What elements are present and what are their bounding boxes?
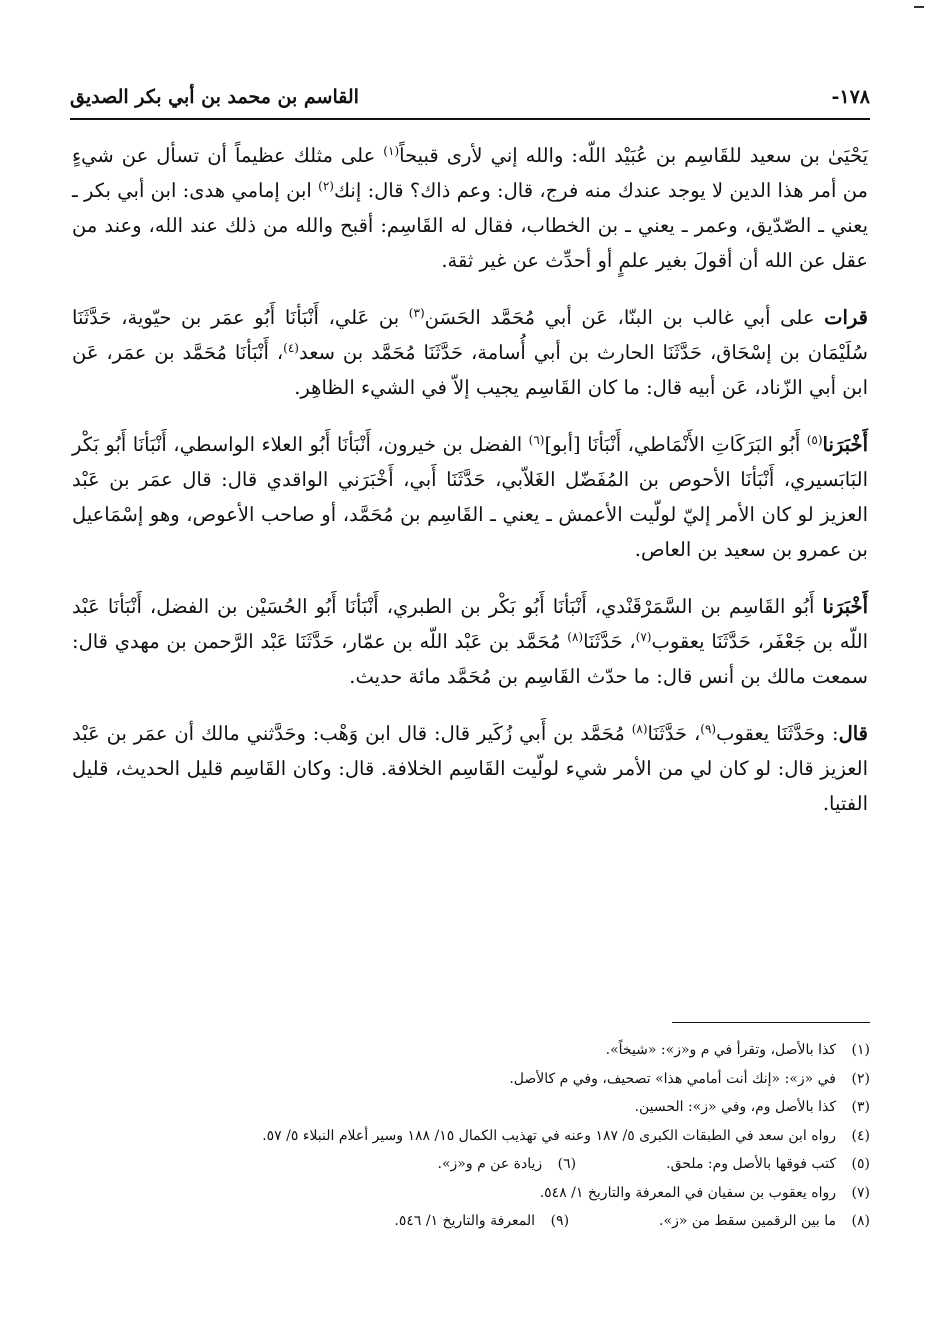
header-rule (70, 118, 870, 120)
text-run: مُحَمَّد بن أَبي زُكَير قال: قال ابن وَهْب: وحَدَّثني مالك أن عمَر بن عَبْد العزيز قال: لو كان لي من الأمر شيء لولّيت القَاسِم الخلافة. قال: وكان القَاسِم قليل الحديث، قليل الفتيا. (72, 722, 868, 815)
footnote: (٥)كتب فوقها بالأصل وم: ملحق. (666, 1156, 870, 1172)
footnote-row (70, 1207, 870, 1236)
footnote: (٢)في «ز»: «إنك أنت أمامي هذا» تصحيف، وفي م كالأصل. (509, 1070, 870, 1087)
footnote-ref: (٢) (318, 179, 334, 193)
running-title: القاسم بن محمد بن أبي بكر الصديق (70, 86, 359, 108)
paragraph-lead: أَخْبَرَنا (822, 433, 869, 456)
paragraph-4 (72, 589, 868, 694)
footnote: (٦)زيادة عن م و«ز». (437, 1156, 577, 1172)
footnote-row (70, 1150, 870, 1179)
page-number: -١٧٨ (831, 86, 870, 108)
footnote: (٧)رواه يعقوب بن سفيان في المعرفة والتاريخ ١/ ٥٤٨. (539, 1184, 870, 1201)
text-run: ، أَنْبَأنَا مُحَمَّد بن عمَر، عَن ابن أبي الزّناد، عَن أبيه قال: ما كان القَاسِم يجيب إلاّ في الشيء الظاهِر. (72, 341, 868, 399)
text-run: يَحْيَىٰ بن سعيد للقَاسِم بن عُبَيْد اللّه: والله إني لأرى قبيحاً (399, 144, 869, 167)
footnote-rule (672, 1022, 870, 1023)
footnote-ref: (٨) (631, 722, 648, 736)
footnote-ref: (٥) (806, 433, 823, 447)
footnotes (70, 1036, 870, 1236)
scan-mark (914, 6, 924, 8)
footnote: (٨)ما بين الرقمين سقط من «ز». (659, 1213, 870, 1229)
paragraph-lead: أَخْبَرَنا (822, 595, 868, 618)
main-text (72, 138, 868, 843)
paragraph-5 (72, 716, 868, 821)
paragraph-2 (72, 300, 868, 405)
footnote: (٤)رواه ابن سعد في الطبقات الكبرى ٥/ ١٨٧ وعنه في تهذيب الكمال ١٥/ ١٨٨ وسير أعلام النبلاء ٥/ ٥٧. (262, 1127, 870, 1144)
footnote-ref: (٣) (408, 306, 425, 320)
footnote-ref: (٦) (528, 433, 545, 447)
text-run: الفضل بن خيرون، أَنْبَأنَا أَبُو العلاء الواسطي، أَنْبَأنَا أَبُو بَكْر البَابَسيري، أَنْبَأنَا الأحوص بن المُفَضّل الغَلاّبي، حَدَّثَنَا أَبي، أَخْبَرَني الواقدي قال: قال عمَر بن عَبْد العزيز لو كان الأمر إليّ لولّيت الأعمش ـ يعني ـ القَاسِم بن مُحَمَّد، أو صاحب الأعوص، وهو إسْمَاعيل بن عمرو بن سعيد بن العاص. (72, 433, 868, 561)
paragraph-lead: قال (838, 722, 868, 745)
footnote: (٩)المعرفة والتاريخ ١/ ٥٤٦. (394, 1213, 570, 1229)
footnote: (١)كذا بالأصل، وتقرأ في م و«ز»: «شيخاً». (605, 1042, 870, 1058)
footnote-ref: (٨) (567, 630, 584, 644)
text-run: ابن إمامي هدى: ابن أبي بكر ـ يعني ـ الصّدّيق، وعمر ـ يعني ـ بن الخطاب، فقال له القَاسِم: أقبح والله من ذلك عند الله، وعند من عقل عن الله أن أقولَ بغير علمٍ أو أحدِّث عن غير ثقة. (72, 179, 868, 272)
text-run: أَبُو البَرَكَاتِ الأَنْمَاطي، أَنْبَأنَا [أبو] (544, 433, 807, 456)
footnote-ref: (٧) (635, 630, 652, 644)
text-run: مُحَمَّد بن عَبْد اللّه بن عمّار، حَدَّثَنَا عَبْد الرَّحمن بن مهدي قال: سمعت مالك بن أنس قال: ما حدّث القَاسِم بن مُحَمَّد مائة حديث. (72, 630, 868, 688)
text-run: على أبي غالب بن البنّا، عَن أبي مُحَمَّد الحَسَن (424, 306, 825, 329)
footnote-ref: (١) (383, 144, 400, 158)
text-run: : وحَدَّثَنَا يعقوب (716, 722, 839, 745)
text-run: ، حَدَّثَنَا (583, 630, 636, 653)
footnote-ref: (٤) (283, 341, 299, 355)
running-header (70, 78, 870, 116)
text-run: أَبُو القَاسِم بن السَّمَرْقَنْدي، أَنْبَأنَا أَبُو بَكْر بن الطبري، أَنْبَأنَا أَبُو الحُسَيْن بن الفضل، أَنْبَأنَا عَبْد اللّه بن جَعْفَر، حَدَّثَنَا يعقوب (72, 595, 869, 653)
text-run: ، حَدَّثَنَا (647, 722, 701, 745)
paragraph-3 (72, 427, 868, 567)
footnote: (٣)كذا بالأصل وم، وفي «ز»: الحسين. (634, 1099, 870, 1115)
footnote-ref: (٩) (700, 722, 717, 736)
text-run: على مثلك عظيماً أن تسأل عن شيءٍ من أمر هذا الدين لا يوجد عندك منه فرج، قال: وعم ذاك؟ قال: إنك (72, 144, 868, 202)
text-run: بن عَلي، أَنْبَأنَا أَبُو عمَر بن حيّوية، حَدَّثَنَا سُلَيْمَان بن إسْحَاق، حَدَّثَنَا الحارث بن أبي أُسامة، حَدَّثَنَا مُحَمَّد بن سعد (72, 306, 868, 364)
paragraph-1 (72, 138, 868, 278)
paragraph-lead: قرات (824, 306, 868, 329)
